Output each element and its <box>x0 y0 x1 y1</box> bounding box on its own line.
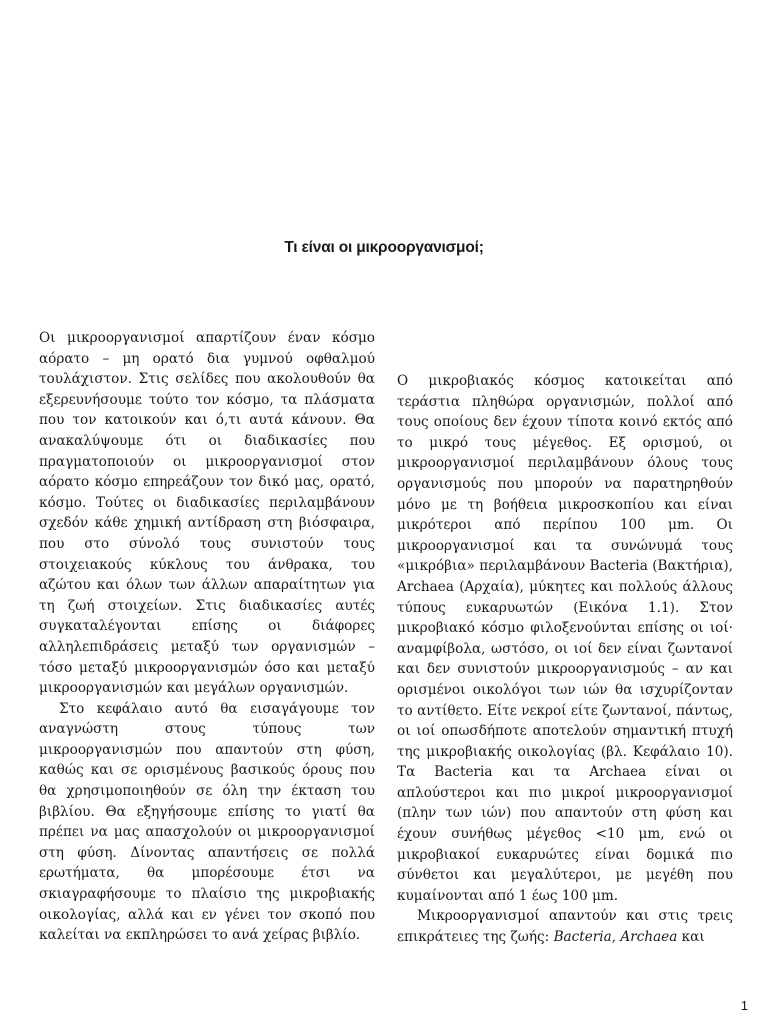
term-archaea: Archaea <box>620 929 678 946</box>
right-paragraph-1: Ο μικροβιακός κόσμος κατοικείται από τεράστια πληθώρα οργανισμών, πολλοί από τους οποίους δεν έχουν τίποτα κοινό εκτός από το μικρό τους μέγεθος. Εξ ορισμού, οι μικροοργανισμοί περιλαμβάνουν όλους τους οργανισμούς που μπορούν να παρατηρηθούν μόνο με τη βοήθεια μικροσκοπίου και είναι μικρότεροι από περίπου 100 μm. Οι μικροοργανισμοί και τα συνώνυμά τους «μικρόβια» περιλαμβάνουν Bacteria (Βακτήρια), Archaea (Αρχαία), μύκητες και πολλούς άλλους τύπους ευκαρυωτών (Εικόνα 1.1). Στον μικροβιακό κόσμο φιλοξενούνται επίσης οι ιοί· αναμφίβολα, ωστόσο, οι ιοί δεν είναι ζωντανοί και δεν συνιστούν μικροοργανισμούς – αν και ορισμένοι οικολόγοι των ιών θα ισχυρίζονταν το αντίθετο. Είτε νεκροί είτε ζωντανοί, πάντως, οι ιοί οπωσδήποτε αποτελούν σημαντική πτυχή της μικροβιακής οικολογίας (βλ. Κεφάλαιο 10). Τα Bacteria και τα Archaea είναι οι απλούστεροι και πιο μικροί μικροοργανισμοί (πλην των ιών) που απαντούν στη φύση και έχουν συνήθως μέγεθος <10 μm, ενώ οι μικροβιακοί ευκαρυώτες είναι δομικά πιο σύνθετοι και μεγαλύτεροι, με μεγέθη που κυμαίνονται από 1 έως 100 μm. <box>397 373 733 904</box>
left-column <box>39 328 375 946</box>
right-paragraph-2 <box>397 906 733 947</box>
right-paragraph-2-end: και <box>677 929 705 946</box>
right-paragraph-2-text: Μικροοργανισμοί απαντούν και στις τρεις επικράτειες της ζωής: <box>397 908 733 946</box>
term-bacteria: Bacteria <box>553 929 612 946</box>
right-column <box>397 371 733 948</box>
page-number: 1 <box>740 998 748 1013</box>
left-paragraph-2: Στο κεφάλαιο αυτό θα εισαγάγουμε τον αναγνώστη στους τύπους των μικροοργανισμών που απαντούν στη φύση, καθώς και σε ορισμένους βασικούς όρους που θα χρησιμοποιηθούν σε όλη την έκταση του βιβλίου. Θα εξηγήσουμε επίσης το γιατί θα πρέπει να μας απασχολούν οι μικροοργανισμοί στη φύση. Δίνοντας απαντήσεις σε πολλά ερωτήματα, θα μπορέσουμε έτσι να σκιαγραφήσουμε το πλαίσιο της μικροβιακής οικολογίας, αλλά και εν γένει τον σκοπό που καλείται να εκπληρώσει το ανά χείρας βιβλίο. <box>39 700 375 944</box>
term-separator: , <box>611 929 621 946</box>
left-paragraph-1: Οι μικροοργανισμοί απαρτίζουν έναν κόσμο αόρατο – μη ορατό δια γυμνού οφθαλμού τουλάχιστον. Στις σελίδες που ακολουθούν θα εξερευνήσουμε τούτο τον κόσμο, τα πλάσματα που τον κατοικούν και ό,τι αυτά κάνουν. Θα ανακαλύψουμε ότι οι διαδικασίες που πραγματοποιούν οι μικροοργανισμοί στον αόρατο κόσμο επηρεάζουν τον δικό μας, ορατό, κόσμο. Τούτες οι διαδικασίες περιλαμβάνουν σχεδόν κάθε χημική αντίδραση στη βιόσφαιρα, που στο σύνολό τους συνιστούν τους στοιχειακούς κύκλους του άνθρακα, του αζώτου και όλων των άλλων απαραίτητων για τη ζωή στοιχείων. Στις διαδικασίες αυτές συγκαταλέγονται επίσης οι διάφορες αλληλεπιδράσεις μεταξύ των οργανισμών – τόσο μεταξύ μικροοργανισμών όσο και μεταξύ μικροοργανισμών και μεγάλων οργανισμών. <box>39 330 375 697</box>
chapter-title: Τι είναι οι μικροοργανισμοί; <box>284 239 484 256</box>
